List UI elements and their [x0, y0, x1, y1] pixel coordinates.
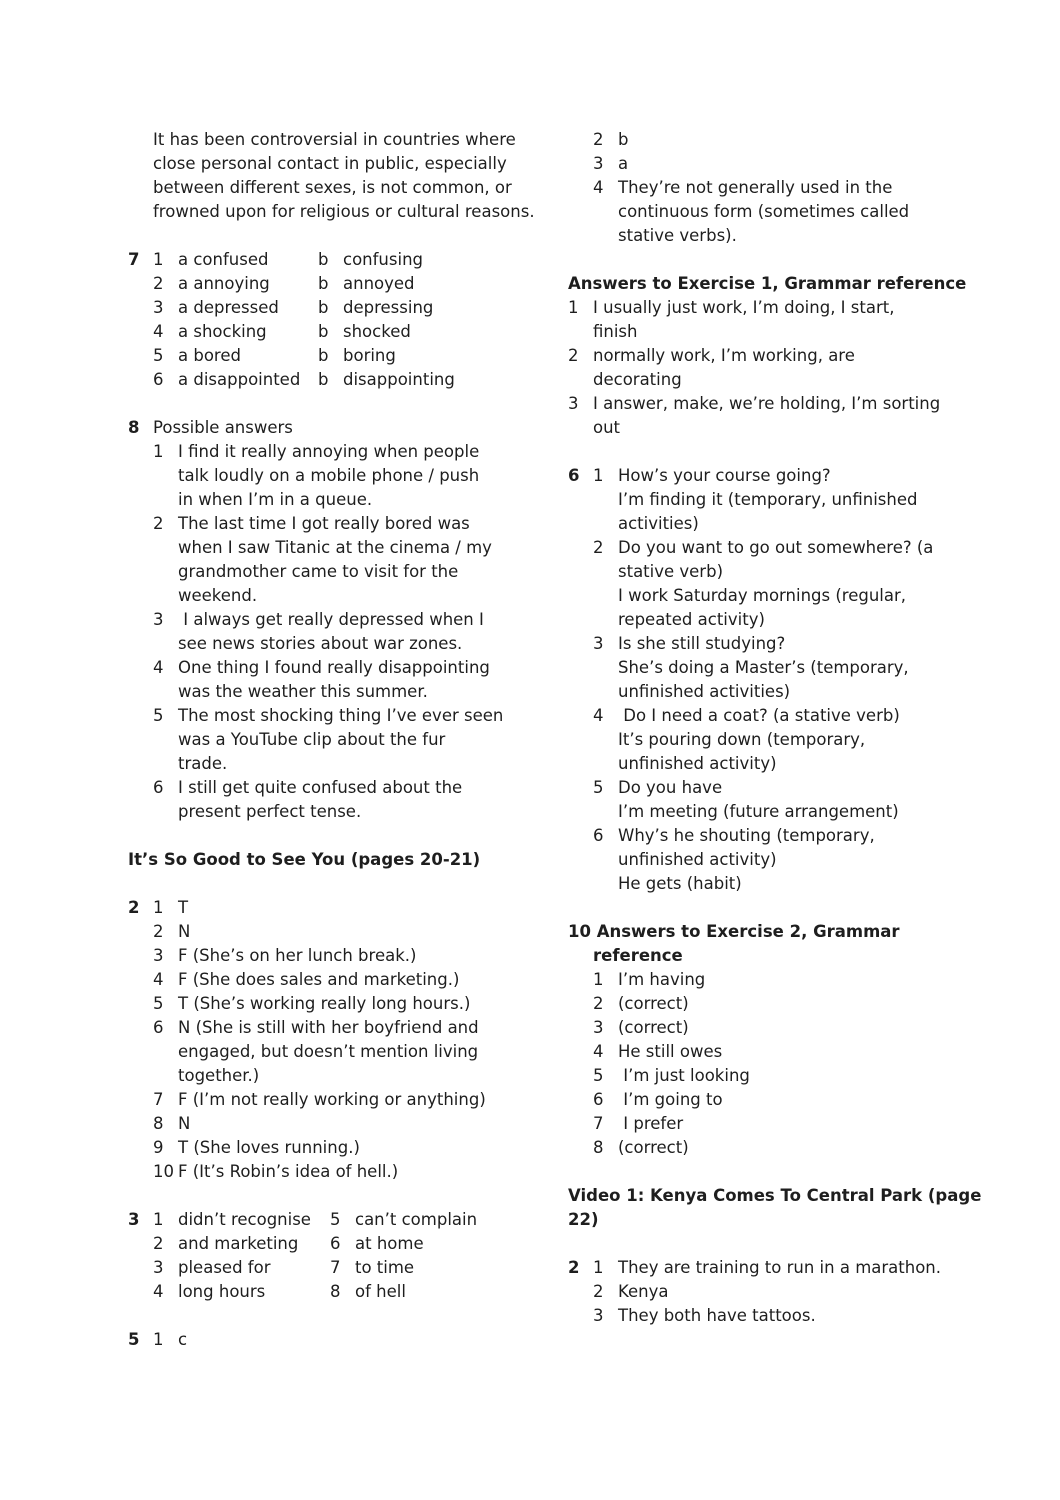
item-number: 10: [153, 1162, 174, 1181]
section-title: 10 Answers to Exercise 2, Grammar: [568, 922, 900, 941]
item-text: Why’s he shouting (temporary,: [618, 826, 875, 845]
item-number: 2: [593, 994, 604, 1013]
ex2-item: [128, 1088, 548, 1112]
exercise-number: 3: [128, 1210, 140, 1229]
section-title: Answers to Exercise 1, Grammar reference: [568, 274, 967, 293]
item-text: F (I’m not really working or anything): [178, 1090, 486, 1109]
item-text: present perfect tense.: [178, 802, 362, 821]
exercise-number: 7: [128, 250, 140, 269]
item-number: 3: [593, 154, 604, 173]
item-text: didn’t recognise: [178, 1210, 311, 1229]
exercise-6: [568, 464, 960, 896]
item-text: I’m going to: [618, 1090, 723, 1109]
item-number: 3: [593, 1018, 604, 1037]
item-number: 1: [153, 898, 164, 917]
item-text: It’s pouring down (temporary,: [618, 730, 866, 749]
exercise-number: 2: [568, 1258, 580, 1277]
item-text: repeated activity): [618, 610, 765, 629]
item-text: weekend.: [178, 586, 258, 605]
answer-b-label: b: [318, 370, 329, 389]
item-text: I always get really depressed when I: [178, 610, 484, 629]
ex10-item: [568, 968, 960, 992]
item-number: 2: [593, 1282, 604, 1301]
item-number: 1: [153, 442, 164, 461]
exercise-5: [128, 1328, 548, 1352]
ex8-item: [128, 656, 548, 680]
item-text: They both have tattoos.: [618, 1306, 816, 1325]
item-number: 5: [153, 346, 164, 365]
item-number: 9: [153, 1138, 164, 1157]
ex8-heading: [128, 416, 548, 440]
item-text: c: [178, 1330, 188, 1349]
item-text: trade.: [178, 754, 228, 773]
video-item: [568, 1280, 960, 1304]
ex6-item: [568, 776, 960, 800]
item-number: 2: [593, 130, 604, 149]
item-text: when I saw Titanic at the cinema / my: [178, 538, 492, 557]
item-text: The most shocking thing I’ve ever seen: [178, 706, 504, 725]
ex3-row: [128, 1256, 548, 1280]
ex2-item: [128, 920, 548, 944]
item-number: 2: [153, 922, 164, 941]
item-number: 1: [153, 250, 164, 269]
item-text: engaged, but doesn’t mention living: [178, 1042, 479, 1061]
answer-b: boring: [343, 346, 396, 365]
ex7-row: [128, 272, 548, 296]
item-number: 4: [593, 1042, 604, 1061]
item-text: grandmother came to visit for the: [178, 562, 459, 581]
item-number: 3: [153, 946, 164, 965]
ex8-item: [128, 608, 548, 632]
item-number: 7: [330, 1258, 341, 1277]
ex8-item: [128, 776, 548, 800]
item-number: 6: [330, 1234, 341, 1253]
item-number: 1: [593, 1258, 604, 1277]
ex10-item: [568, 1088, 960, 1112]
ex7-row: [128, 320, 548, 344]
item-text: Do I need a coat? (a stative verb): [618, 706, 900, 725]
item-text: Kenya: [618, 1282, 669, 1301]
item-number: 1: [593, 466, 604, 485]
answer-b: disappointing: [343, 370, 455, 389]
item-number: 3: [593, 1306, 604, 1325]
item-text: (correct): [618, 1138, 689, 1157]
ex3-row: [128, 1280, 548, 1304]
item-text: Do you have: [618, 778, 723, 797]
item-text: N: [178, 922, 191, 941]
answer-b: annoyed: [343, 274, 415, 293]
ex5-item: [568, 128, 960, 152]
item-number: 2: [593, 538, 604, 557]
item-number: 6: [153, 778, 164, 797]
ex2-item: [128, 992, 548, 1016]
gr1-item: [568, 344, 960, 368]
item-text: N (She is still with her boyfriend and: [178, 1018, 479, 1037]
item-number: 7: [153, 1090, 164, 1109]
ex6-item: [568, 464, 960, 488]
ex2-item: [128, 1160, 548, 1184]
item-text: T (She’s working really long hours.): [178, 994, 471, 1013]
ex10-item: [568, 992, 960, 1016]
answer-b: depressing: [343, 298, 434, 317]
exercise-number: 5: [128, 1330, 140, 1349]
ex3-row: [128, 1232, 548, 1256]
item-number: 2: [568, 346, 579, 365]
item-text: N: [178, 1114, 191, 1133]
exercise-3: [128, 1208, 548, 1304]
item-number: 8: [153, 1114, 164, 1133]
item-text: I’m finding it (temporary, unfinished: [618, 490, 918, 509]
answer-b-label: b: [318, 298, 329, 317]
item-text: I usually just work, I’m doing, I start,: [593, 298, 895, 317]
answer-a: a annoying: [178, 274, 270, 293]
item-text: I’m meeting (future arrangement): [618, 802, 899, 821]
ex6-item: [568, 632, 960, 656]
exercise-8: [128, 416, 548, 824]
section-title: reference: [593, 946, 683, 965]
item-number: 2: [153, 274, 164, 293]
ex3-row: [128, 1208, 548, 1232]
item-number: 1: [568, 298, 579, 317]
item-text: The last time I got really bored was: [178, 514, 470, 533]
ex8-item: [128, 512, 548, 536]
item-text: He gets (habit): [618, 874, 742, 893]
answer-a: a depressed: [178, 298, 279, 317]
item-number: 1: [153, 1330, 164, 1349]
intro-line: It has been controversial in countries where: [153, 130, 516, 149]
exercise-2: [128, 896, 548, 1184]
item-text: was a YouTube clip about the fur: [178, 730, 446, 749]
ex7-row: [128, 368, 548, 392]
video-item: [568, 1256, 960, 1280]
video-section: [568, 1184, 982, 1328]
item-text: I prefer: [618, 1114, 684, 1133]
item-text: can’t complain: [355, 1210, 478, 1229]
possible-answers-label: Possible answers: [153, 418, 293, 437]
answer-b: shocked: [343, 322, 411, 341]
item-text: see news stories about war zones.: [178, 634, 463, 653]
ex2-item: [128, 1016, 548, 1040]
item-text: How’s your course going?: [618, 466, 831, 485]
item-text: a: [618, 154, 629, 173]
item-text: together.): [178, 1066, 260, 1085]
item-number: 7: [593, 1114, 604, 1133]
item-number: 3: [568, 394, 579, 413]
item-text: (correct): [618, 994, 689, 1013]
item-number: 4: [153, 322, 164, 341]
gr1-item: [568, 296, 960, 320]
item-text: I’m just looking: [618, 1066, 750, 1085]
exercise-5-continued: [568, 128, 960, 248]
item-number: 4: [153, 970, 164, 989]
ex7-row: [128, 296, 548, 320]
ex7-row: [128, 248, 548, 272]
item-number: 4: [153, 1282, 164, 1301]
ex5-item: [568, 152, 960, 176]
item-number: 4: [593, 178, 604, 197]
item-number: 4: [593, 706, 604, 725]
ex6-item: [568, 536, 960, 560]
answer-a: a confused: [178, 250, 269, 269]
ex8-item: [128, 440, 548, 464]
item-text: finish: [593, 322, 638, 341]
item-text: (correct): [618, 1018, 689, 1037]
item-text: out: [593, 418, 621, 437]
ex6-item: [568, 824, 960, 848]
item-text: decorating: [593, 370, 682, 389]
item-text: They are training to run in a marathon.: [618, 1258, 941, 1277]
item-number: 3: [153, 1258, 164, 1277]
answer-b-label: b: [318, 346, 329, 365]
item-text: Is she still studying?: [618, 634, 786, 653]
item-text: I find it really annoying when people: [178, 442, 480, 461]
item-number: 3: [593, 634, 604, 653]
item-text: and marketing: [178, 1234, 299, 1253]
item-text: unfinished activity): [618, 754, 777, 773]
ex10-item: [568, 1136, 960, 1160]
ex5-item: [568, 176, 960, 200]
exercise-number: 8: [128, 418, 140, 437]
ex10-item: [568, 1112, 960, 1136]
item-text: I answer, make, we’re holding, I’m sorting: [593, 394, 941, 413]
ex2-item: [128, 968, 548, 992]
item-text: F (She does sales and marketing.): [178, 970, 460, 989]
item-number: 5: [330, 1210, 341, 1229]
exercise-number: 6: [568, 466, 580, 485]
item-text: Do you want to go out somewhere? (a: [618, 538, 934, 557]
section-title: 22): [568, 1210, 599, 1229]
grammar-reference-1: [568, 272, 967, 440]
item-number: 5: [153, 706, 164, 725]
item-number: 3: [153, 298, 164, 317]
item-text: I’m having: [618, 970, 706, 989]
item-number: 4: [153, 658, 164, 677]
ex6-item: [568, 704, 960, 728]
answer-b-label: b: [318, 250, 329, 269]
gr1-item: [568, 392, 960, 416]
item-text: unfinished activity): [618, 850, 777, 869]
item-number: 8: [330, 1282, 341, 1301]
item-number: 6: [593, 1090, 604, 1109]
item-text: normally work, I’m working, are: [593, 346, 855, 365]
right-column: [568, 128, 982, 1328]
section-title: Video 1: Kenya Comes To Central Park (page: [568, 1186, 982, 1205]
item-text: stative verbs).: [618, 226, 737, 245]
item-text: in when I’m in a queue.: [178, 490, 373, 509]
exercise-10: [568, 920, 960, 1160]
ex7-row: [128, 344, 548, 368]
item-number: 5: [153, 994, 164, 1013]
video-item: [568, 1304, 960, 1328]
item-text: T: [178, 898, 189, 917]
item-number: 1: [593, 970, 604, 989]
item-number: 1: [153, 1210, 164, 1229]
item-number: 6: [153, 370, 164, 389]
item-text: They’re not generally used in the: [618, 178, 893, 197]
answer-b-label: b: [318, 322, 329, 341]
item-number: 2: [153, 514, 164, 533]
item-number: 5: [593, 778, 604, 797]
ex2-item: [128, 1112, 548, 1136]
left-column: [128, 128, 548, 1352]
item-text: One thing I found really disappointing: [178, 658, 490, 677]
ex10-item: [568, 1016, 960, 1040]
item-number: 6: [593, 826, 604, 845]
item-text: was the weather this summer.: [178, 682, 428, 701]
answer-a: a shocking: [178, 322, 267, 341]
item-number: 5: [593, 1066, 604, 1085]
item-text: I work Saturday mornings (regular,: [618, 586, 907, 605]
ex8-item: [128, 704, 548, 728]
intro-line: between different sexes, is not common, or: [153, 178, 512, 197]
ex2-item: [128, 896, 548, 920]
item-text: unfinished activities): [618, 682, 791, 701]
item-text: F (She’s on her lunch break.): [178, 946, 417, 965]
item-text: He still owes: [618, 1042, 723, 1061]
item-text: T (She loves running.): [178, 1138, 360, 1157]
ex10-item: [568, 1040, 960, 1064]
item-text: continuous form (sometimes called: [618, 202, 910, 221]
section-title: It’s So Good to See You (pages 20-21): [128, 850, 481, 869]
item-text: long hours: [178, 1282, 266, 1301]
answer-a: a bored: [178, 346, 241, 365]
item-text: She’s doing a Master’s (temporary,: [618, 658, 909, 677]
ex2-item: [128, 1136, 548, 1160]
intro-paragraph: [128, 128, 548, 224]
item-text: I still get quite confused about the: [178, 778, 463, 797]
exercise-number: 2: [128, 898, 140, 917]
item-text: at home: [355, 1234, 424, 1253]
item-number: 3: [153, 610, 164, 629]
exercise-7: [128, 248, 548, 392]
item-text: to time: [355, 1258, 415, 1277]
answer-a: a disappointed: [178, 370, 301, 389]
item-number: 8: [593, 1138, 604, 1157]
item-text: activities): [618, 514, 699, 533]
item-text: stative verb): [618, 562, 724, 581]
item-text: of hell: [355, 1282, 406, 1301]
ex10-item: [568, 1064, 960, 1088]
ex2-item: [128, 944, 548, 968]
intro-line: frowned upon for religious or cultural reasons.: [153, 202, 535, 221]
item-text: pleased for: [178, 1258, 271, 1277]
item-text: F (It’s Robin’s idea of hell.): [178, 1162, 399, 1181]
intro-line: close personal contact in public, especially: [153, 154, 507, 173]
answer-b: confusing: [343, 250, 424, 269]
item-number: 2: [153, 1234, 164, 1253]
item-text: b: [618, 130, 629, 149]
answer-b-label: b: [318, 274, 329, 293]
item-text: talk loudly on a mobile phone / push: [178, 466, 480, 485]
item-number: 6: [153, 1018, 164, 1037]
